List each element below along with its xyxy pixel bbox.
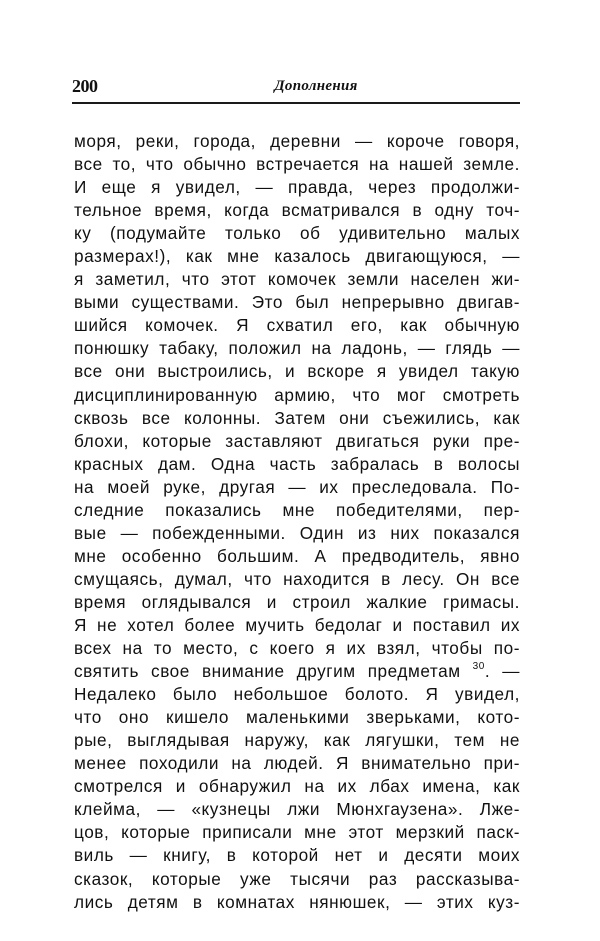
- running-head: Дополнения: [274, 78, 358, 94]
- text-line: шийся комочек. Я схватил его, как обычную: [74, 315, 520, 336]
- text-line: время оглядывался и строил жалкие гримасы.: [74, 591, 520, 612]
- page-header: [72, 74, 520, 104]
- text-line: на моей руке, другая — их преследовала. По-: [74, 476, 520, 497]
- text-line: сквозь все колонны. Затем они съежились, как: [74, 407, 520, 428]
- body-text: [74, 130, 520, 914]
- page-number: 200: [72, 76, 98, 96]
- text-line: менее походили на людей. Я внимательно при-: [74, 753, 520, 774]
- text-line: красных дам. Одна часть забралась в волосы: [74, 453, 520, 474]
- text-line: смотрелся и обнаружил на их лбах имена, как: [74, 776, 520, 797]
- text-line: сказок, которые уже тысячи раз рассказыва-: [74, 868, 520, 889]
- text-line: И еще я увидел, — правда, через продолжи-: [74, 177, 520, 198]
- text-line: все то, что обычно встречается на нашей земле.: [74, 154, 520, 175]
- text-line: виль — книгу, в которой нет и десяти моих: [74, 845, 520, 866]
- text-line: клейма, — «кузнецы лжи Мюнхгаузена». Лже-: [74, 799, 520, 820]
- text-line: размерах!), как мне казалось двигающуюся, —: [74, 246, 520, 267]
- text-line: следние показались мне победителями, пер-: [74, 499, 520, 520]
- text-line: цов, которые приписали мне этот мерзкий паск-: [74, 822, 520, 843]
- text-line: все они выстроились, и вскоре я увидел такую: [74, 361, 520, 382]
- text-line: блохи, которые заставляют двигаться руки пре-: [74, 430, 520, 451]
- text-line: Недалеко было небольшое болото. Я увидел,: [74, 684, 520, 705]
- text-line: лись детям в комнатах нянюшек, — этих куз-: [74, 891, 520, 912]
- text-segment: святить свое внимание другим предметам: [74, 661, 461, 682]
- text-line: Я не хотел более мучить бедолаг и поставил их: [74, 614, 520, 635]
- text-line: мне особенно большим. А предводитель, явно: [74, 545, 520, 566]
- text-line: ку (подумайте только об удивительно малых: [74, 223, 520, 244]
- text-line: моря, реки, города, деревни — короче говоря,: [74, 131, 520, 151]
- text-line: я заметил, что этот комочек земли населен жи-: [74, 269, 520, 290]
- text-line: вые — побежденными. Один из них показался: [74, 522, 520, 543]
- text-line: тельное время, когда всматривался в одну точ-: [74, 200, 520, 221]
- text-line: рые, выглядывая наружу, как лягушки, тем не: [74, 730, 520, 751]
- text-line: дисциплинированную армию, что мог смотреть: [74, 384, 520, 405]
- text-line: смущаясь, думал, что находится в лесу. Он все: [74, 568, 520, 589]
- text-line-with-footnote: [74, 660, 520, 683]
- text-line: понюшку табаку, положил на ладонь, — глядь —: [74, 338, 520, 359]
- footnote-reference: 30: [472, 661, 485, 673]
- text-line: что оно кишело маленькими зверьками, кото-: [74, 707, 520, 728]
- text-segment: . —: [484, 661, 520, 682]
- text-line: всех на то место, с коего я их взял, чтобы по-: [74, 638, 520, 659]
- text-line: выми существами. Это был непрерывно двигав-: [74, 292, 520, 313]
